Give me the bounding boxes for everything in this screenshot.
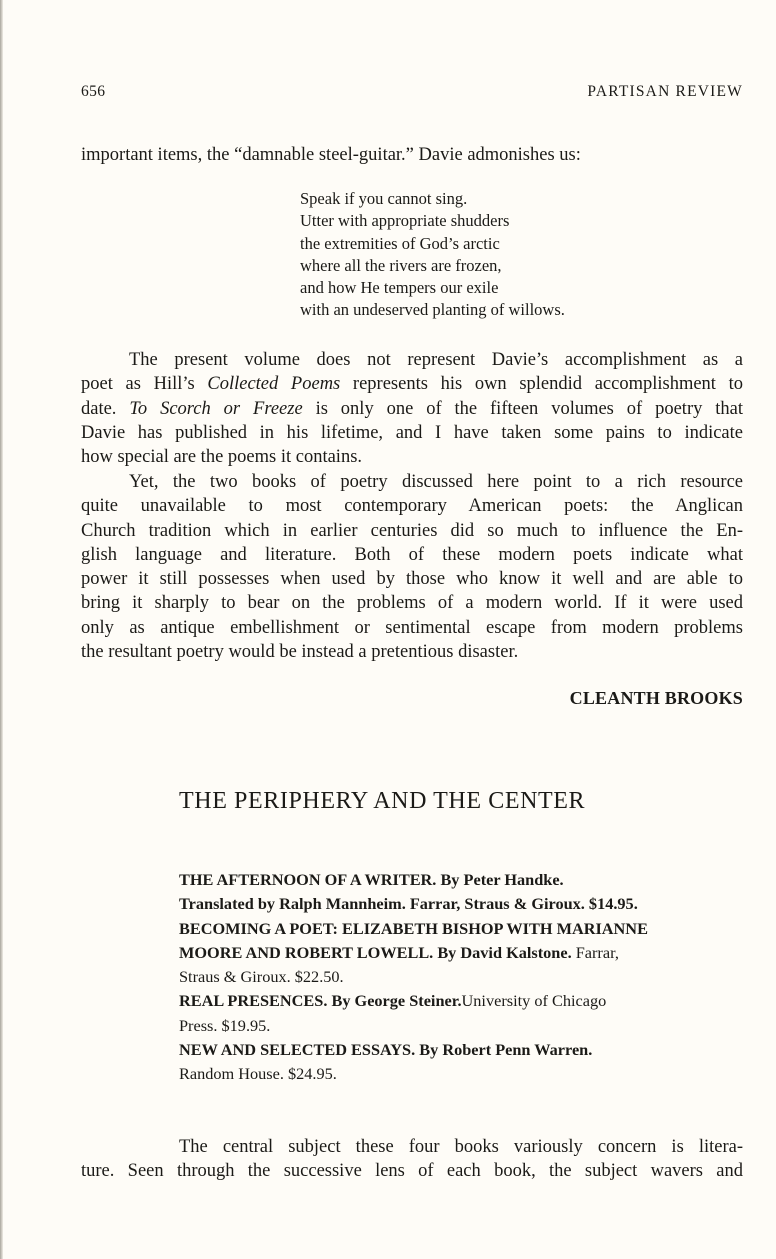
paragraph-line: Davie has published in his lifetime, and I have taken some pains to indicate	[81, 422, 743, 443]
book-title-italic: To Scorch or Freeze	[129, 398, 303, 419]
book-line	[179, 917, 743, 941]
book-entry	[179, 868, 743, 917]
book-line	[179, 1038, 743, 1062]
paragraph-line: The present volume does not represent Davie’s accomplishment as a	[129, 350, 743, 370]
book-entry	[179, 989, 743, 1038]
book-line	[179, 989, 743, 1013]
paragraph-line: the resultant poetry would be instead a pretentious disaster.	[81, 642, 519, 663]
lead-in-sentence: important items, the “damnable steel-guitar.” Davie admonishes us:	[81, 145, 581, 165]
page-number: 656	[81, 83, 106, 100]
paragraph-line: ture. Seen through the successive lens of each book, the subject wavers and	[81, 1161, 743, 1182]
book-publisher: Random House. $24.95.	[179, 1064, 337, 1084]
book-publisher: University of Chicago	[461, 991, 607, 1011]
paragraph-anglican-tradition	[81, 470, 743, 664]
paragraph-present-volume	[81, 348, 743, 469]
book-line	[179, 892, 743, 916]
book-publisher: Straus & Giroux. $22.50.	[179, 967, 344, 987]
book-entry	[179, 917, 743, 990]
author-signature: CLEANTH BROOKS	[569, 688, 743, 708]
paragraph-line: Church tradition which in earlier centuries did so much to influence the En-	[81, 520, 743, 541]
book-line	[179, 868, 743, 892]
book-line	[179, 1062, 743, 1086]
paragraph-line: quite unavailable to most contemporary American poets: the Anglican	[81, 496, 743, 517]
paragraph-line	[81, 397, 743, 421]
book-publisher: Press. $19.95.	[179, 1015, 271, 1035]
book-title-author: REAL PRESENCES. By George Steiner.	[179, 991, 462, 1011]
page-binding-edge	[0, 0, 3, 1259]
poem-line: Speak if you cannot sing.	[300, 189, 468, 208]
poem-quotation	[300, 188, 565, 322]
poem-line: and how He tempers our exile	[300, 278, 499, 298]
journal-title: PARTISAN REVIEW	[587, 83, 743, 100]
paragraph-line	[81, 372, 743, 396]
running-head	[81, 83, 743, 105]
poem-line: where all the rivers are frozen,	[300, 255, 502, 275]
text-run: date.	[81, 398, 130, 419]
book-title-author: BECOMING A POET: ELIZABETH BISHOP WITH MARIANNE	[179, 918, 648, 938]
paragraph-line: The central subject these four books variously concern is litera-	[179, 1137, 743, 1157]
text-run: is only one of the fifteen volumes of poetry that	[302, 398, 743, 419]
paragraph-line: Yet, the two books of poetry discussed here point to a rich resource	[129, 472, 743, 492]
book-line	[179, 965, 743, 989]
poem-line: the extremities of God’s arctic	[300, 233, 500, 253]
book-line	[179, 941, 743, 965]
book-translator-publisher: Translated by Ralph Mannheim. Farrar, Straus & Giroux. $14.95.	[179, 894, 638, 914]
section-title: THE PERIPHERY AND THE CENTER	[179, 788, 586, 814]
poem-line: Utter with appropriate shudders	[300, 211, 510, 231]
book-publisher: Farrar,	[571, 942, 619, 962]
book-title-author: THE AFTERNOON OF A WRITER. By Peter Handke.	[179, 870, 564, 889]
poem-line: with an undeserved planting of willows.	[300, 300, 565, 320]
book-line	[179, 1014, 743, 1038]
text-run: poet as Hill’s	[81, 374, 208, 395]
book-entry	[179, 1038, 743, 1087]
paragraph-line: how special are the poems it contains.	[81, 447, 363, 468]
book-title-author: MOORE AND ROBERT LOWELL. By David Kalstone.	[179, 942, 572, 962]
book-title-author: NEW AND SELECTED ESSAYS. By Robert Penn Warren.	[179, 1040, 593, 1060]
paragraph-line: bring it sharply to bear on the problems of a modern world. If it were used	[81, 593, 743, 614]
paragraph-line: glish language and literature. Both of these modern poets indicate what	[81, 544, 743, 565]
book-title-italic: Collected Poems	[207, 374, 341, 395]
paragraph-line: power it still possesses when used by those who know it well and are able to	[81, 569, 743, 590]
reviewed-books-list	[179, 868, 743, 1087]
paragraph-line: only as antique embellishment or sentimental escape from modern problems	[81, 617, 743, 638]
text-run: represents his own splendid accomplishment to	[340, 374, 743, 395]
paragraph-central-subject	[81, 1135, 743, 1184]
